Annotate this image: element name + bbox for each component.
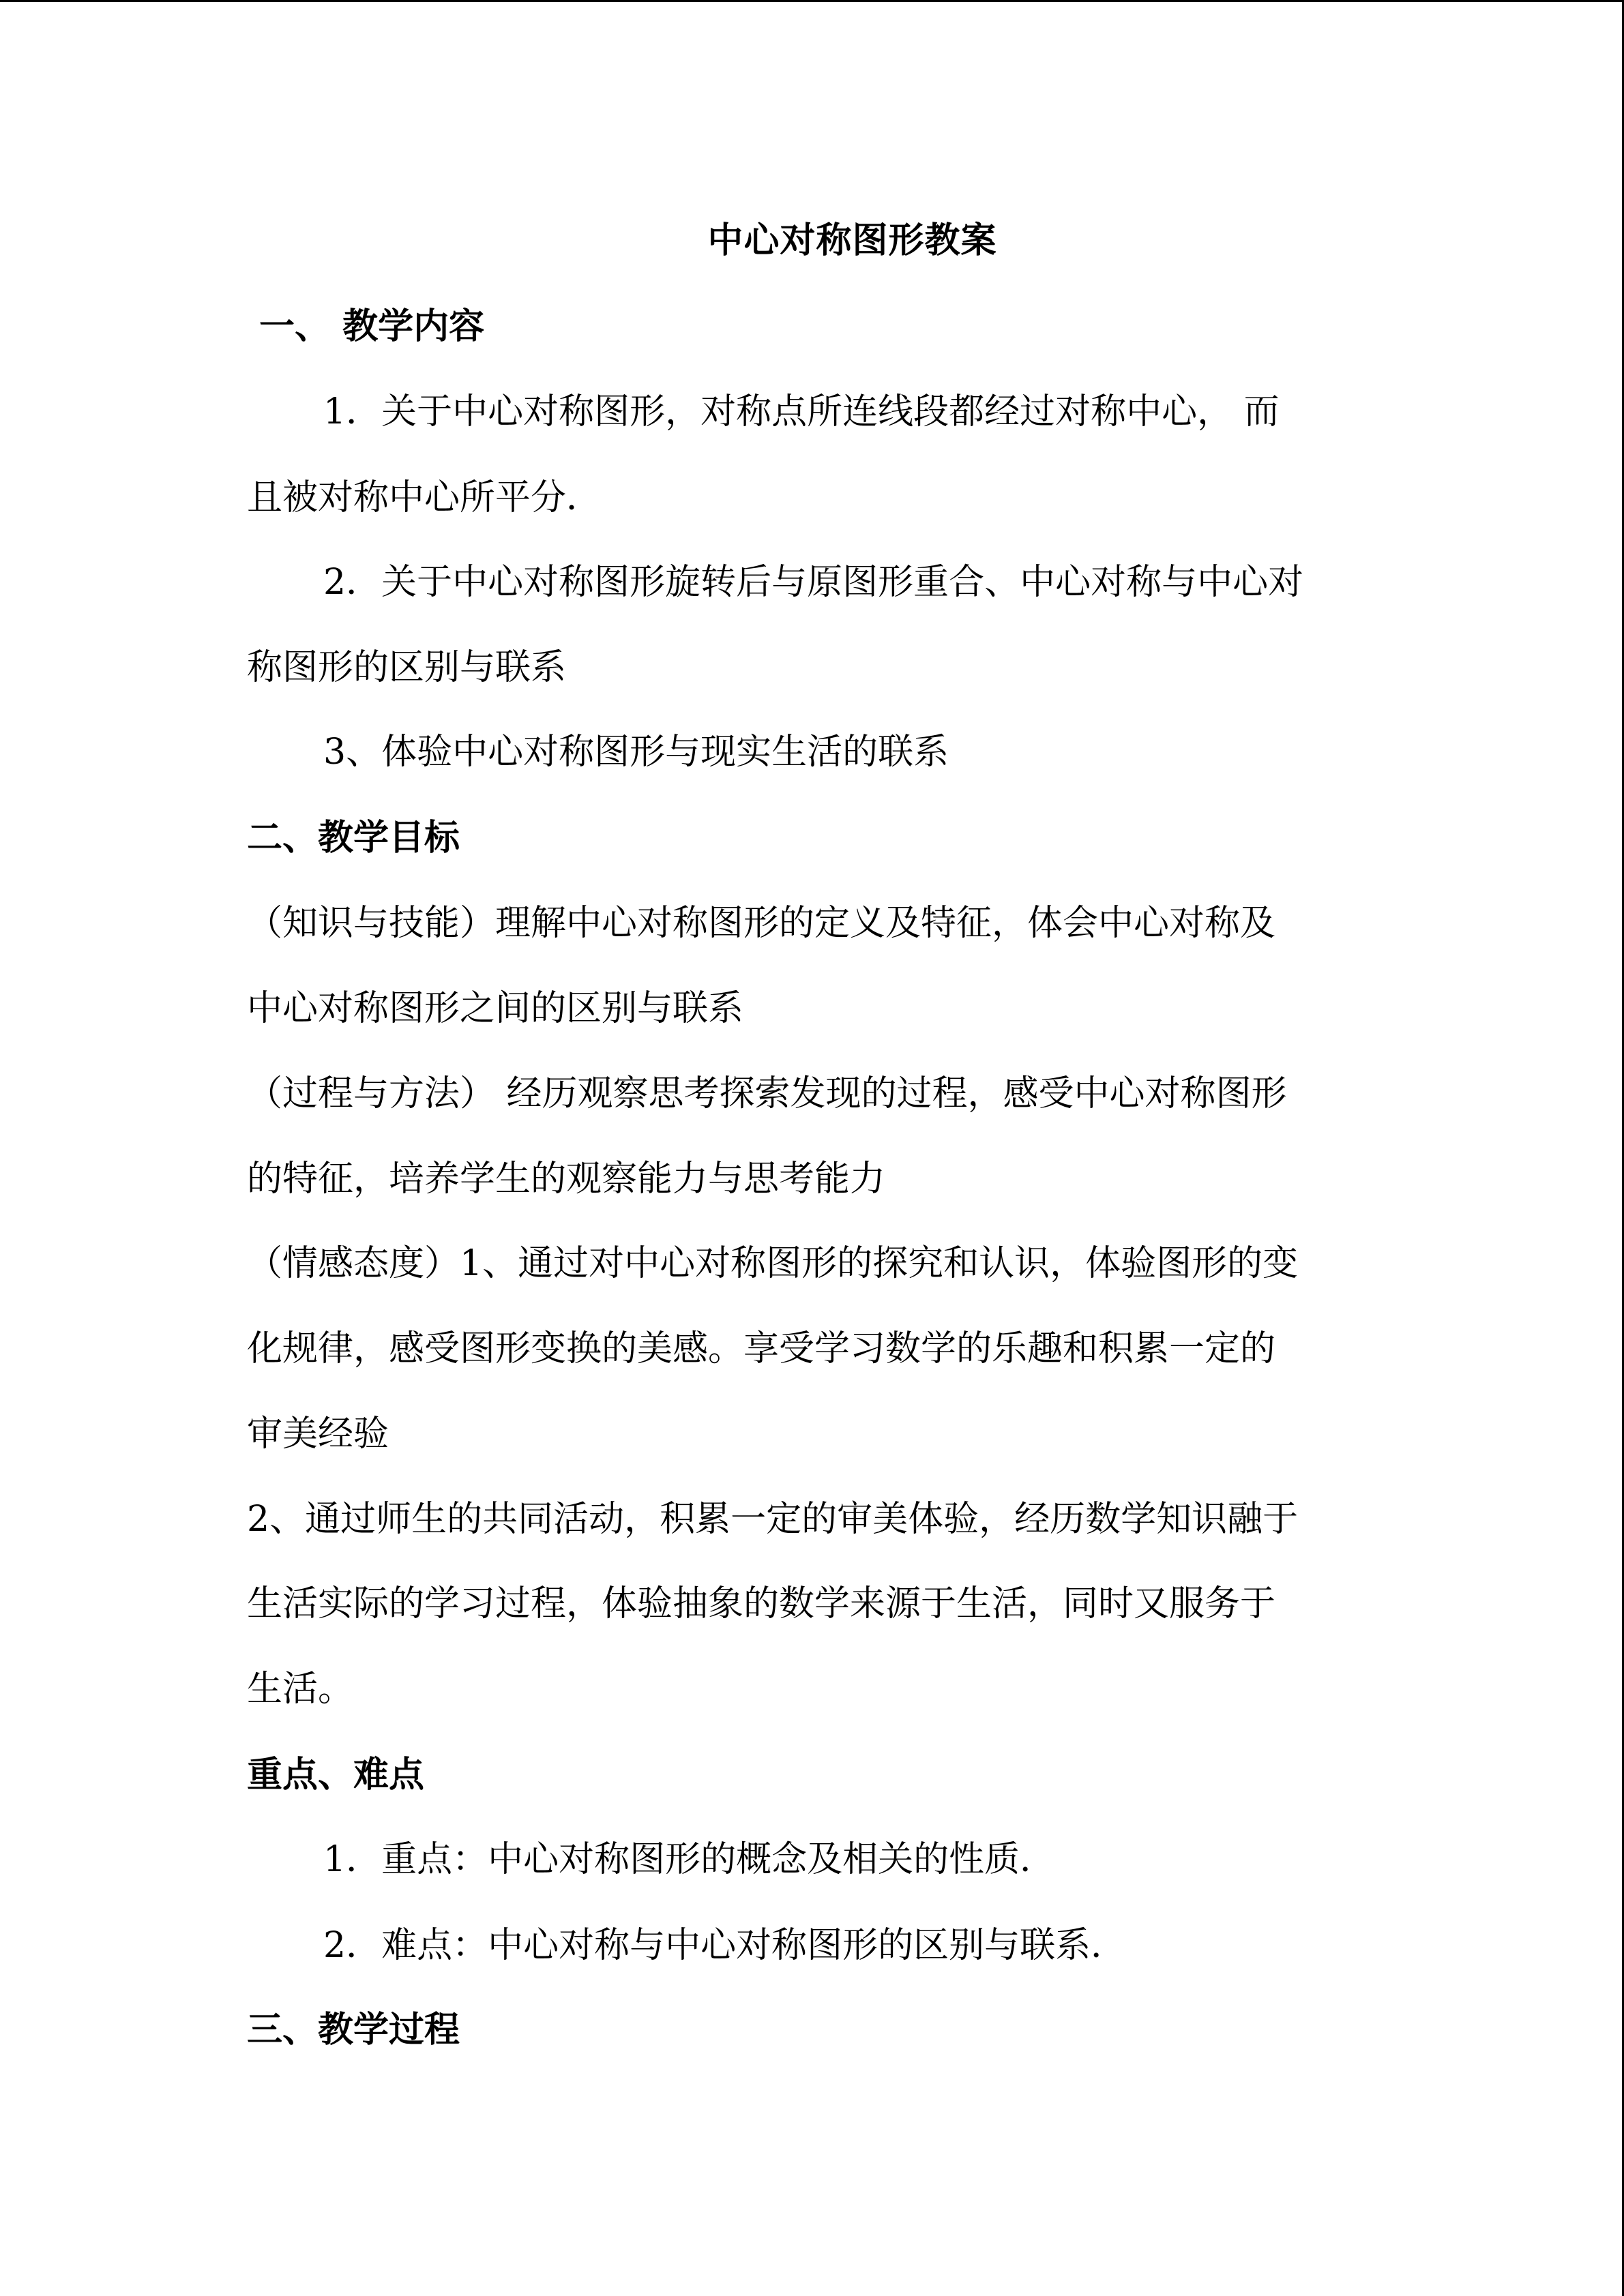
goal-emotion-line-3: 审美经验	[247, 1414, 389, 1455]
goal-process-line-1: （过程与方法） 经历观察思考探索发现的过程，感受中心对称图形	[247, 1073, 1287, 1114]
goal-emotion-2-line-1: 2、通过师生的共同活动，积累一定的审美体验，经历数学知识融于	[247, 1499, 1299, 1540]
keypoint-difficulty: 2．难点：中心对称与中心对称图形的区别与联系．	[323, 1925, 1127, 1966]
section-heading-teaching-goals: 二、教学目标	[247, 818, 460, 859]
goal-emotion-line-1: （情感态度）1、通过对中心对称图形的探究和认识，体验图形的变	[247, 1243, 1299, 1284]
section-heading-keypoints: 重点、难点	[247, 1755, 425, 1795]
goal-knowledge-line-2: 中心对称图形之间的区别与联系	[247, 988, 744, 1029]
content-item-2-line-1: 2．关于中心对称图形旋转后与原图形重合、中心对称与中心对	[323, 562, 1304, 603]
section-heading-teaching-process: 三、教学过程	[247, 2010, 460, 2051]
goal-emotion-2-line-2: 生活实际的学习过程，体验抽象的数学来源于生活，同时又服务于	[247, 1583, 1276, 1624]
content-item-2-line-2: 称图形的区别与联系	[247, 647, 567, 688]
keypoint-key: 1．重点：中心对称图形的概念及相关的性质．	[323, 1839, 1056, 1880]
content-item-1-line-2: 且被对称中心所平分．	[247, 477, 602, 518]
content-item-3: 3、体验中心对称图形与现实生活的联系	[323, 732, 949, 773]
goal-emotion-2-line-3: 生活。	[247, 1669, 354, 1710]
goal-emotion-line-2: 化规律，感受图形变换的美感。享受学习数学的乐趣和积累一定的	[247, 1328, 1276, 1369]
goal-knowledge-line-1: （知识与技能）理解中心对称图形的定义及特征，体会中心对称及	[247, 903, 1276, 944]
page-title: 中心对称图形教案	[707, 220, 997, 261]
content-item-1-line-1: 1．关于中心对称图形，对称点所连线段都经过对称中心， 而	[323, 391, 1280, 432]
goal-process-line-2: 的特征，培养学生的观察能力与思考能力	[247, 1159, 886, 1199]
section-heading-teaching-content: 一、 教学内容	[259, 306, 485, 347]
